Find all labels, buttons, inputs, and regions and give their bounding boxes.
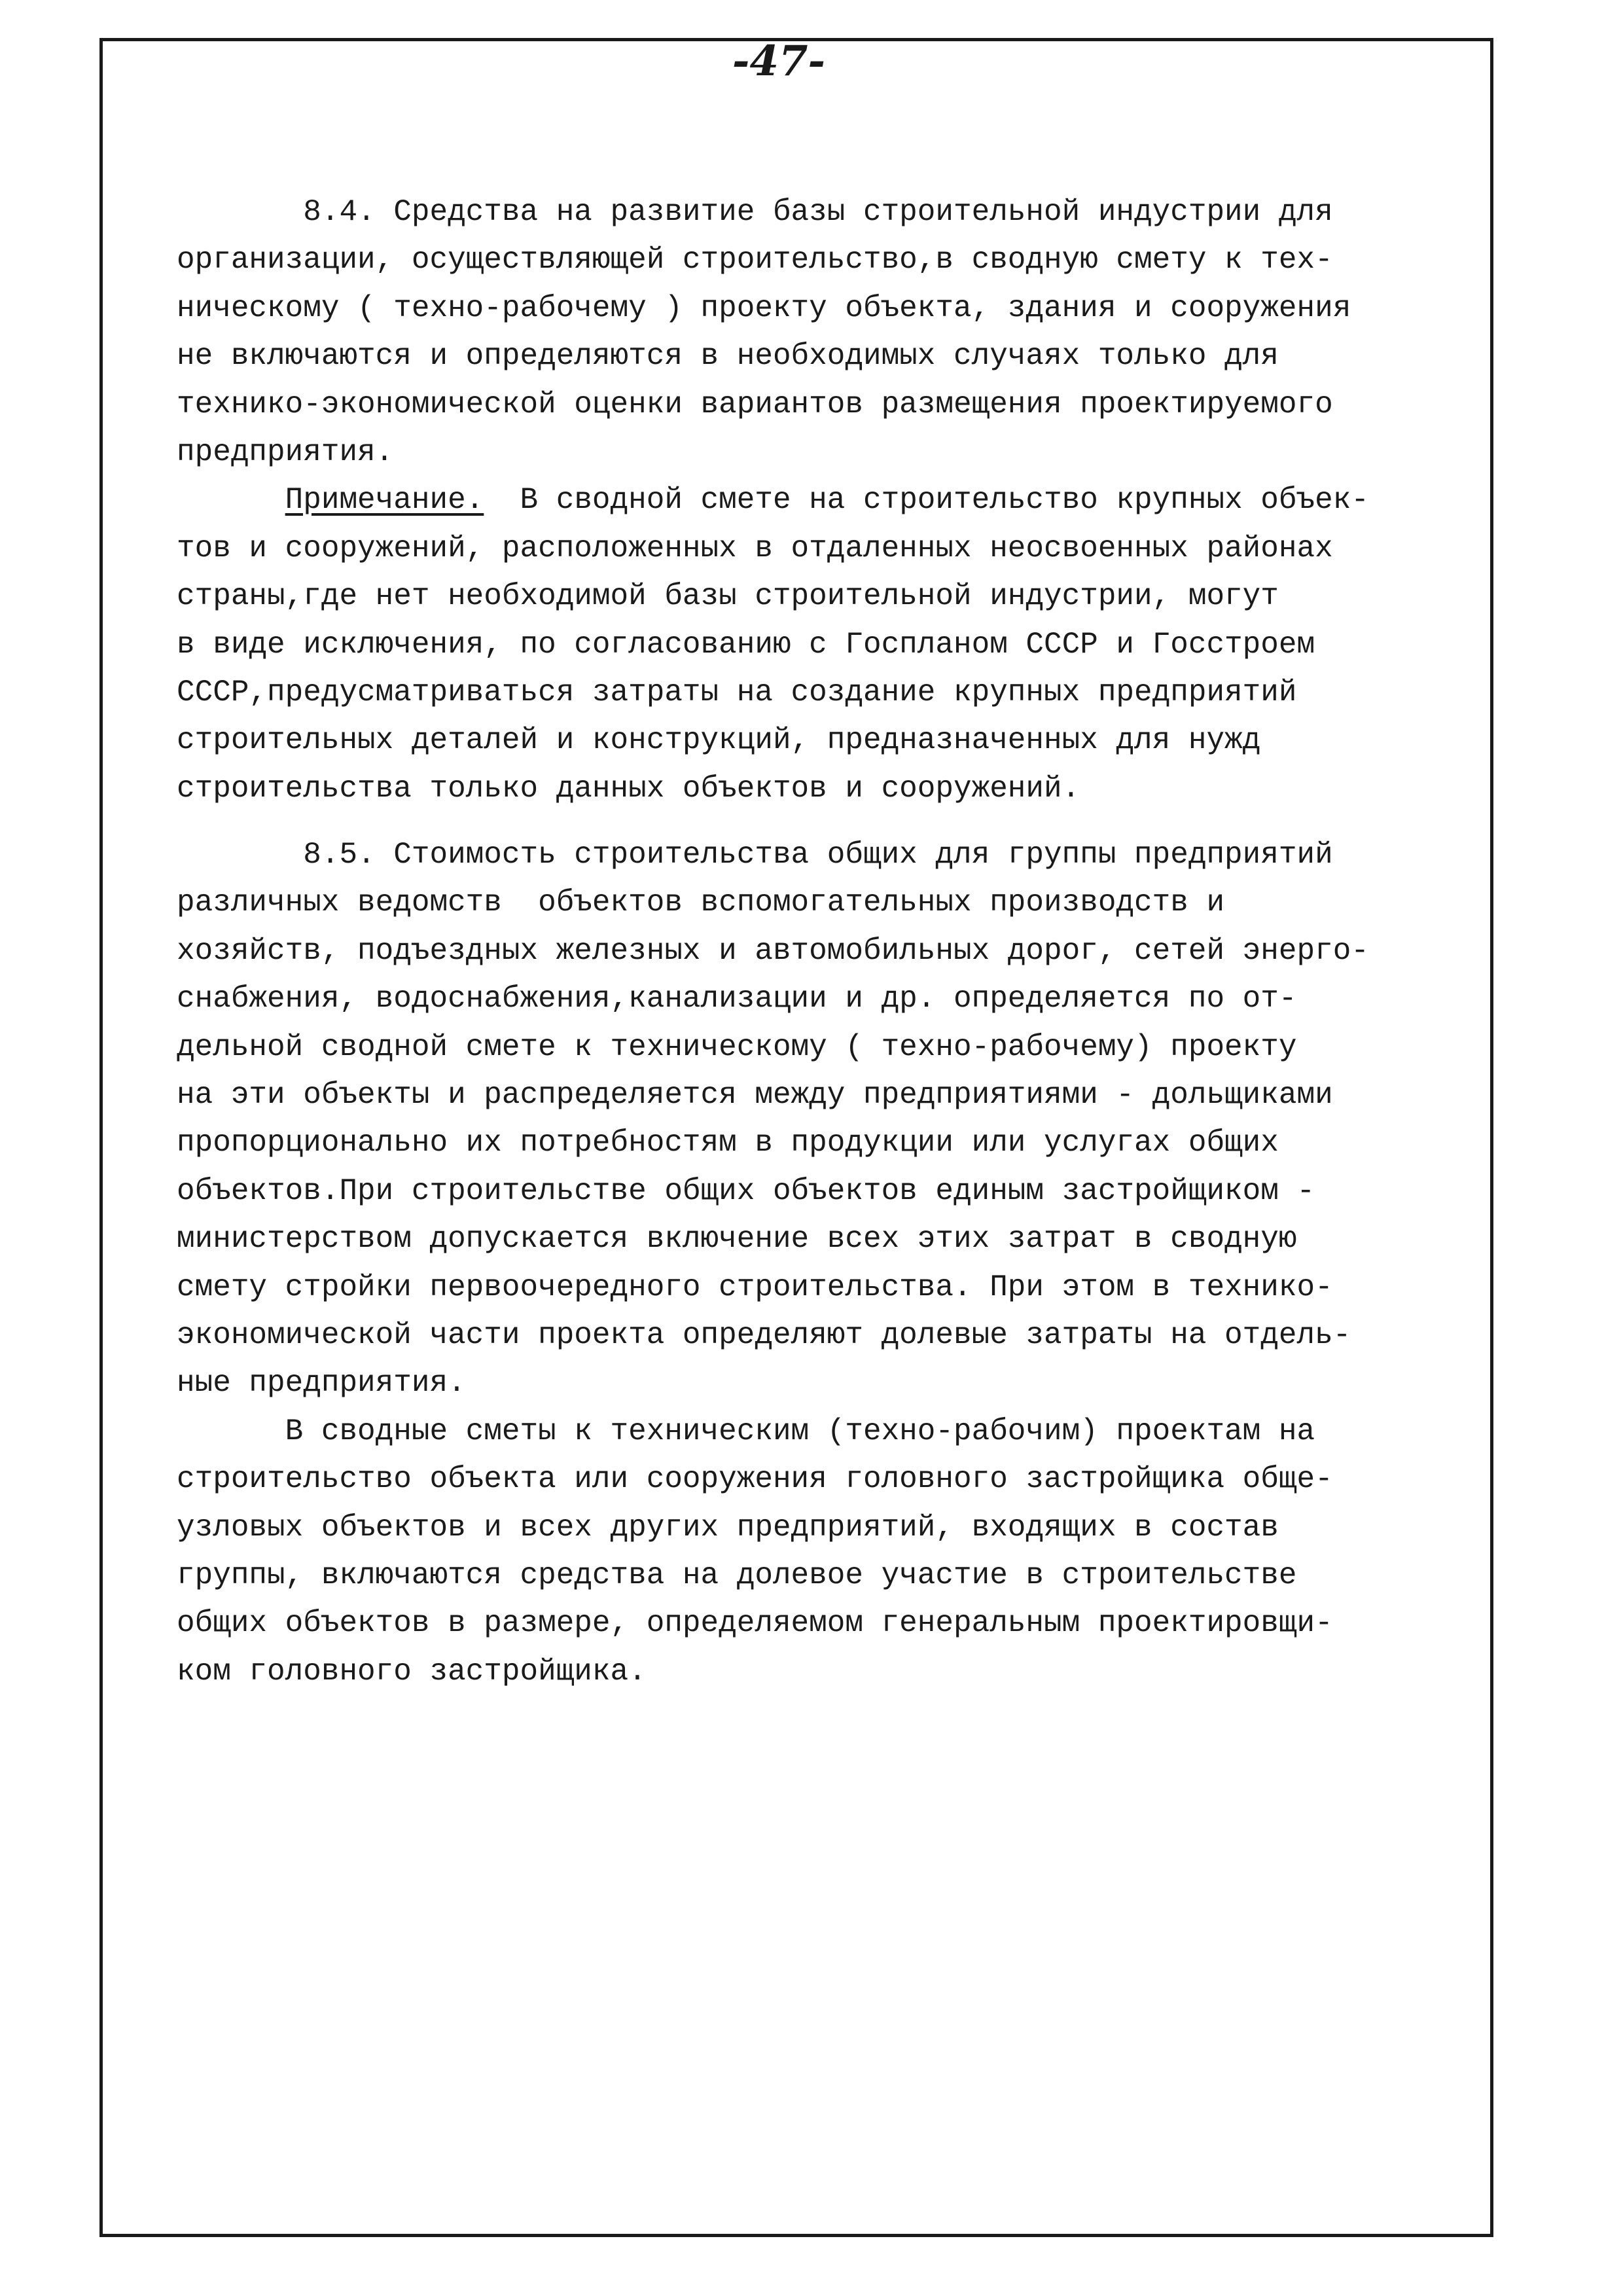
text-line: объектов.При строительстве общих объектов единым застройщиком - [177,1174,1315,1208]
text-line: тов и сооружений, расположенных в отдаленных неосвоенных районах [177,531,1333,565]
text-line: снабжения, водоснабжения,канализации и др. определяется по от- [177,982,1297,1016]
text-line: 8.5. Стоимость строительства общих для группы предприятий [177,838,1333,872]
text-line: экономической части проекта определяют долевые затраты на отдель- [177,1318,1351,1352]
text-line: предприятия. [177,435,394,469]
paragraph-8-5 [177,831,1499,1408]
text-line: пропорционально их потребностям в продукции или услугах общих [177,1126,1279,1160]
note-label: Примечание. [285,483,484,518]
note-first-line-text: В сводной смете на строительство крупных объек- [484,483,1369,518]
text-line: в виде исключения, по согласованию с Госпланом СССР и Госстроем [177,627,1315,662]
text-line: на эти объекты и распределяется между предприятиями - дольщиками [177,1078,1333,1113]
text-line: дельной сводной смете к техническому ( техно-рабочему) проекту [177,1030,1297,1064]
text-line: группы, включаются средства на долевое участие в строительстве [177,1558,1297,1592]
text-line: строительства только данных объектов и сооружений. [177,771,1080,806]
document-body [177,188,1499,1696]
note-paragraph [177,476,1499,813]
text-line: различных ведомств объектов вспомогательных производств и [177,886,1225,920]
note-indent [177,483,285,517]
text-line: организации, осуществляющей строительство,в сводную смету к тех- [177,243,1333,278]
text-line: не включаются и определяются в необходимых случаях только для [177,339,1279,374]
text-line: страны,где нет необходимой базы строительной индустрии, могут [177,579,1279,614]
paragraph-8-4 [177,188,1499,476]
text-line: строительных деталей и конструкций, предназначенных для нужд [177,723,1261,758]
text-line: В сводные сметы к техническим (техно-рабочим) проектам на [177,1414,1315,1448]
text-line: 8.4. Средства на развитие базы строительной индустрии для [177,195,1333,229]
text-line: ные предприятия. [177,1366,466,1401]
paragraph-shared-costs [177,1408,1499,1696]
text-line: хозяйств, подъездных железных и автомобильных дорог, сетей энерго- [177,933,1369,968]
text-line: узловых объектов и всех других предприятий, входящих в состав [177,1510,1279,1545]
text-line: министерством допускается включение всех этих затрат в сводную [177,1222,1297,1257]
text-line: технико-экономической оценки вариантов размещения проектируемого [177,387,1333,422]
text-line: смету стройки первоочередного строительства. При этом в технико- [177,1270,1333,1304]
text-line: ком головного застройщика. [177,1654,647,1689]
page-number: -47- [732,37,826,86]
paragraph-gap [177,813,1499,831]
text-line: СССР,предусматриваться затраты на создание крупных предприятий [177,675,1297,709]
text-line: ническому ( техно-рабочему ) проекту объекта, здания и сооружения [177,291,1351,325]
note-first-line [177,476,1499,524]
text-line: строительство объекта или сооружения головного застройщика обще- [177,1462,1333,1497]
text-line: общих объектов в размере, определяемом генеральным проектировщи- [177,1606,1333,1641]
